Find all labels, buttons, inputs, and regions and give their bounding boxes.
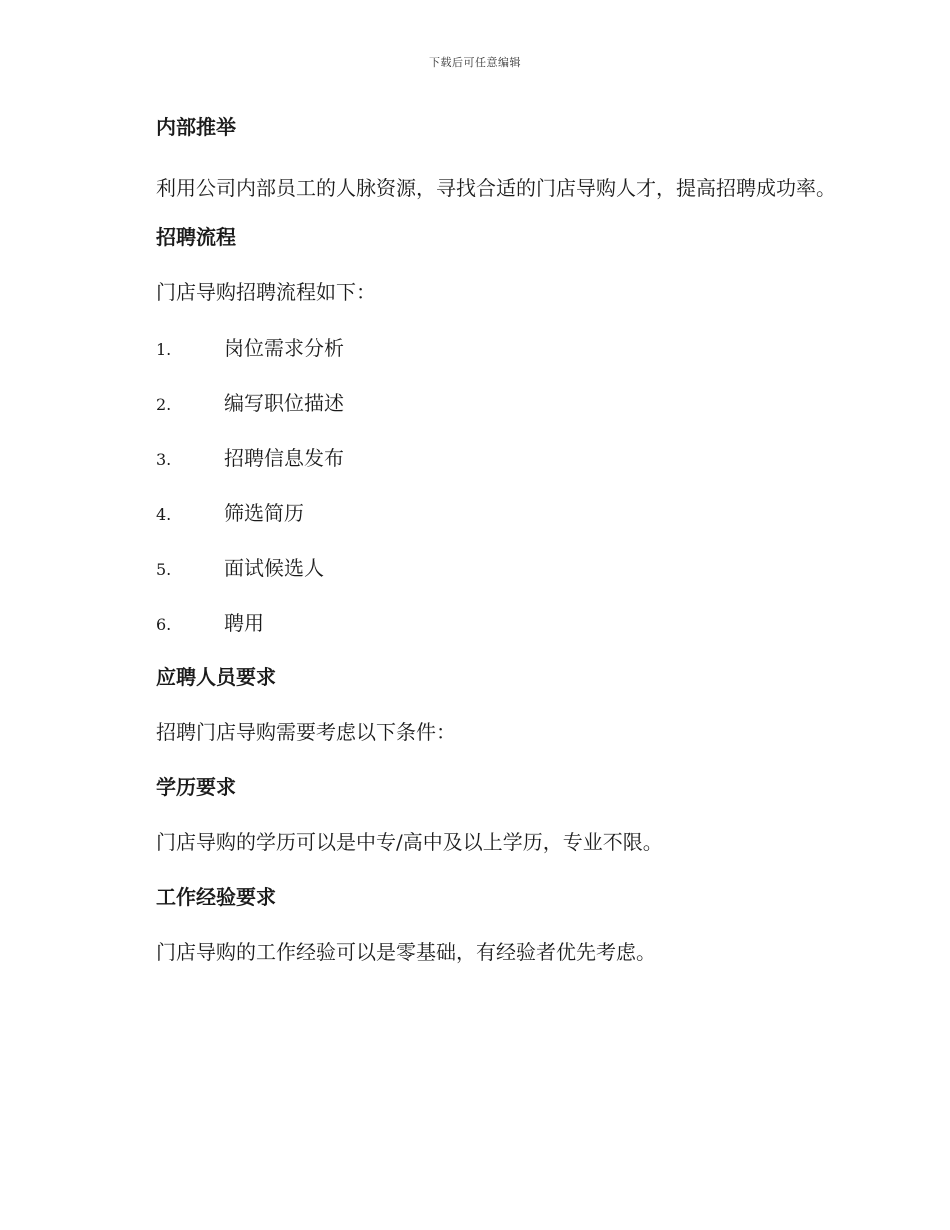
list-item xyxy=(112,607,838,637)
list-item-text: 编写职位描述 xyxy=(224,391,344,415)
list-item-number: 1. xyxy=(156,340,172,359)
section-heading-process: 招聘流程 xyxy=(156,225,236,249)
process-steps-list xyxy=(112,332,838,637)
paragraph-process-intro: 门店导购招聘流程如下： xyxy=(156,280,376,304)
paragraph-education: 门店导购的学历可以是中专/高中及以上学历，专业不限。 xyxy=(156,830,663,854)
section-heading-experience: 工作经验要求 xyxy=(156,885,276,909)
section-heading-requirements: 应聘人员要求 xyxy=(156,665,276,689)
list-item-text: 面试候选人 xyxy=(224,556,324,580)
document-body xyxy=(112,112,838,992)
list-item xyxy=(112,387,838,417)
list-item-number: 6. xyxy=(156,615,172,634)
section-heading-education: 学历要求 xyxy=(156,775,236,799)
list-item xyxy=(112,332,838,362)
list-item-number: 2. xyxy=(156,395,172,414)
list-item-number: 5. xyxy=(156,560,172,579)
list-item-text: 岗位需求分析 xyxy=(224,336,344,360)
list-item-number: 3. xyxy=(156,450,172,469)
page-header: 下载后可任意编辑 xyxy=(429,56,521,69)
list-item-number: 4. xyxy=(156,505,172,524)
list-item-text: 聘用 xyxy=(224,611,264,635)
paragraph-referral: 利用公司内部员工的人脉资源，寻找合适的门店导购人才，提高招聘成功率。 xyxy=(156,176,836,200)
list-item xyxy=(112,552,838,582)
list-item-text: 招聘信息发布 xyxy=(224,446,344,470)
list-item xyxy=(112,442,838,472)
paragraph-experience: 门店导购的工作经验可以是零基础，有经验者优先考虑。 xyxy=(156,940,656,964)
list-item xyxy=(112,497,838,527)
section-heading-referral: 内部推举 xyxy=(156,115,236,139)
list-item-text: 筛选简历 xyxy=(224,501,304,525)
paragraph-requirements-intro: 招聘门店导购需要考虑以下条件： xyxy=(156,720,456,744)
